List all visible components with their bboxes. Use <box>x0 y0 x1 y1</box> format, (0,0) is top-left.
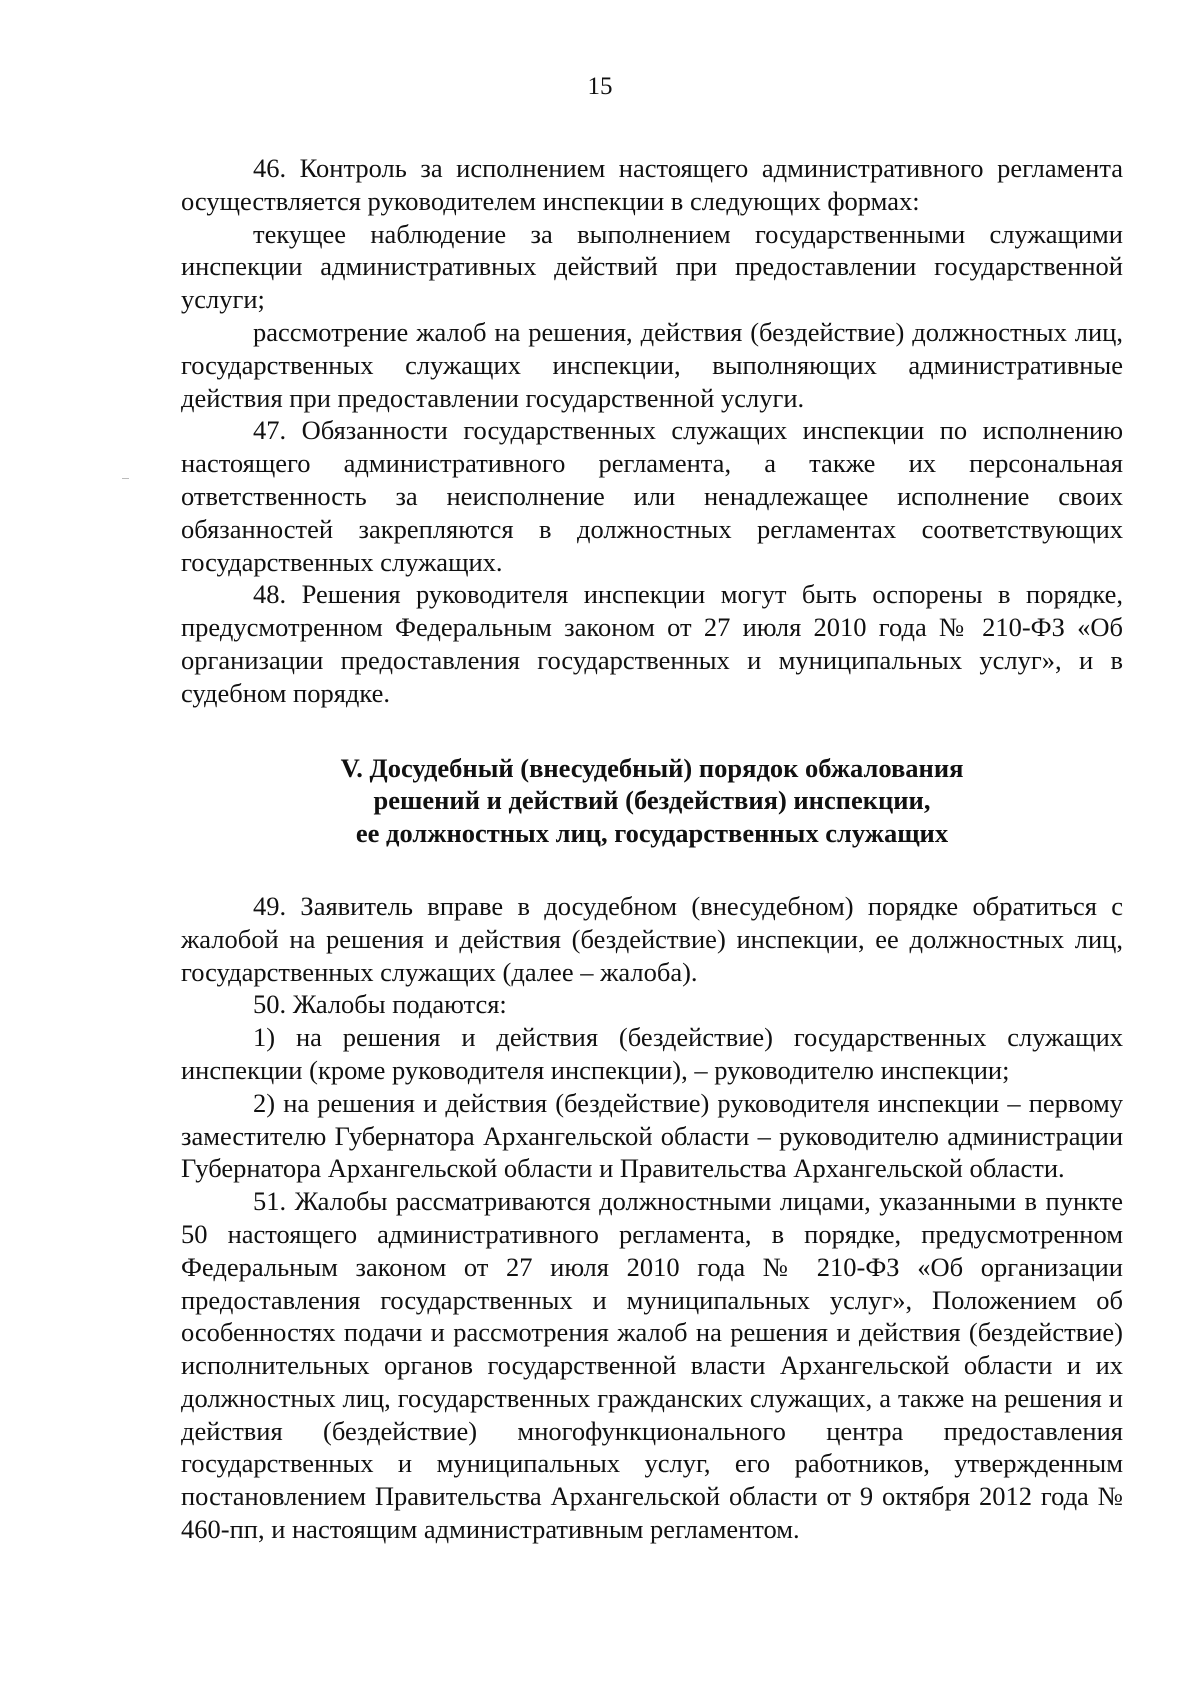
margin-mark <box>122 478 129 479</box>
paragraph-49: 49. Заявитель вправе в досудебном (внесудебном) порядке обратиться с жалобой на решения и действия (бездействие) инспекции, ее должностных лиц, государственных служащих (далее – жалоба). <box>181 890 1123 987</box>
paragraph-50: 50. Жалобы подаются: <box>253 989 507 1020</box>
section-heading <box>181 752 1123 850</box>
paragraph-50-item-1: 1) на решения и действия (бездействие) государственных служащих инспекции (кроме руководителя инспекции), – руководителю инспекции; <box>181 1022 1123 1085</box>
paragraph-50-item-2: 2) на решения и действия (бездействие) руководителя инспекции – первому заместителю Губернатора Архангельской области – руководителю администрации Губернатора Архангельской области и Правительства Архангельской области. <box>181 1087 1123 1184</box>
paragraph-48: 48. Решения руководителя инспекции могут быть оспорены в порядке, предусмотренном Федеральным законом от 27 июля 2010 года № 210-ФЗ «Об организации предоставления государственных и муниципальных услуг», и в судебном порядке. <box>181 579 1123 708</box>
paragraph-46-item-1: текущее наблюдение за выполнением государственными служащими инспекции административных действий при предоставлении государственной услуги; <box>181 218 1123 315</box>
page-number: 15 <box>587 73 613 100</box>
section-heading-line-3: ее должностных лиц, государственных служащих <box>355 818 949 849</box>
paragraph-46-item-2: рассмотрение жалоб на решения, действия (бездействие) должностных лиц, государственных служащих инспекции, выполняющих административные действия при предоставлении государственной услуги. <box>181 316 1123 413</box>
document-body <box>181 152 1123 1546</box>
section-heading-line-1: V. Досудебный (внесудебный) порядок обжалования <box>340 752 964 783</box>
paragraph-51: 51. Жалобы рассматриваются должностными лицами, указанными в пункте 50 настоящего административного регламента, в порядке, предусмотренном Федеральным законом от 27 июля 2010 года № 210-ФЗ «Об организации предоставления государственных и муниципальных услуг», Положением об особенностях подачи и рассмотрения жалоб на решения и действия (бездействие) исполнительных органов государственной власти Архангельской области и их должностных лиц, государственных гражданских служащих, а также на решения и действия (бездействие) многофункционального центра предоставления государственных и муниципальных услуг, его работников, утвержденным постановлением Правительства Архангельской области от 9 октября 2012 года № 460-пп, и настоящим административным регламентом. <box>181 1186 1123 1545</box>
paragraph-47: 47. Обязанности государственных служащих инспекции по исполнению настоящего административного регламента, а также их персональная ответственность за неисполнение или ненадлежащее исполнение своих обязанностей закрепляются в должностных регламентах соответствующих государственных служащих. <box>181 415 1123 577</box>
section-heading-line-2: решений и действий (бездействия) инспекции, <box>373 785 931 816</box>
paragraph-46: 46. Контроль за исполнением настоящего административного регламента осуществляется руководителем инспекции в следующих формах: <box>181 153 1123 216</box>
